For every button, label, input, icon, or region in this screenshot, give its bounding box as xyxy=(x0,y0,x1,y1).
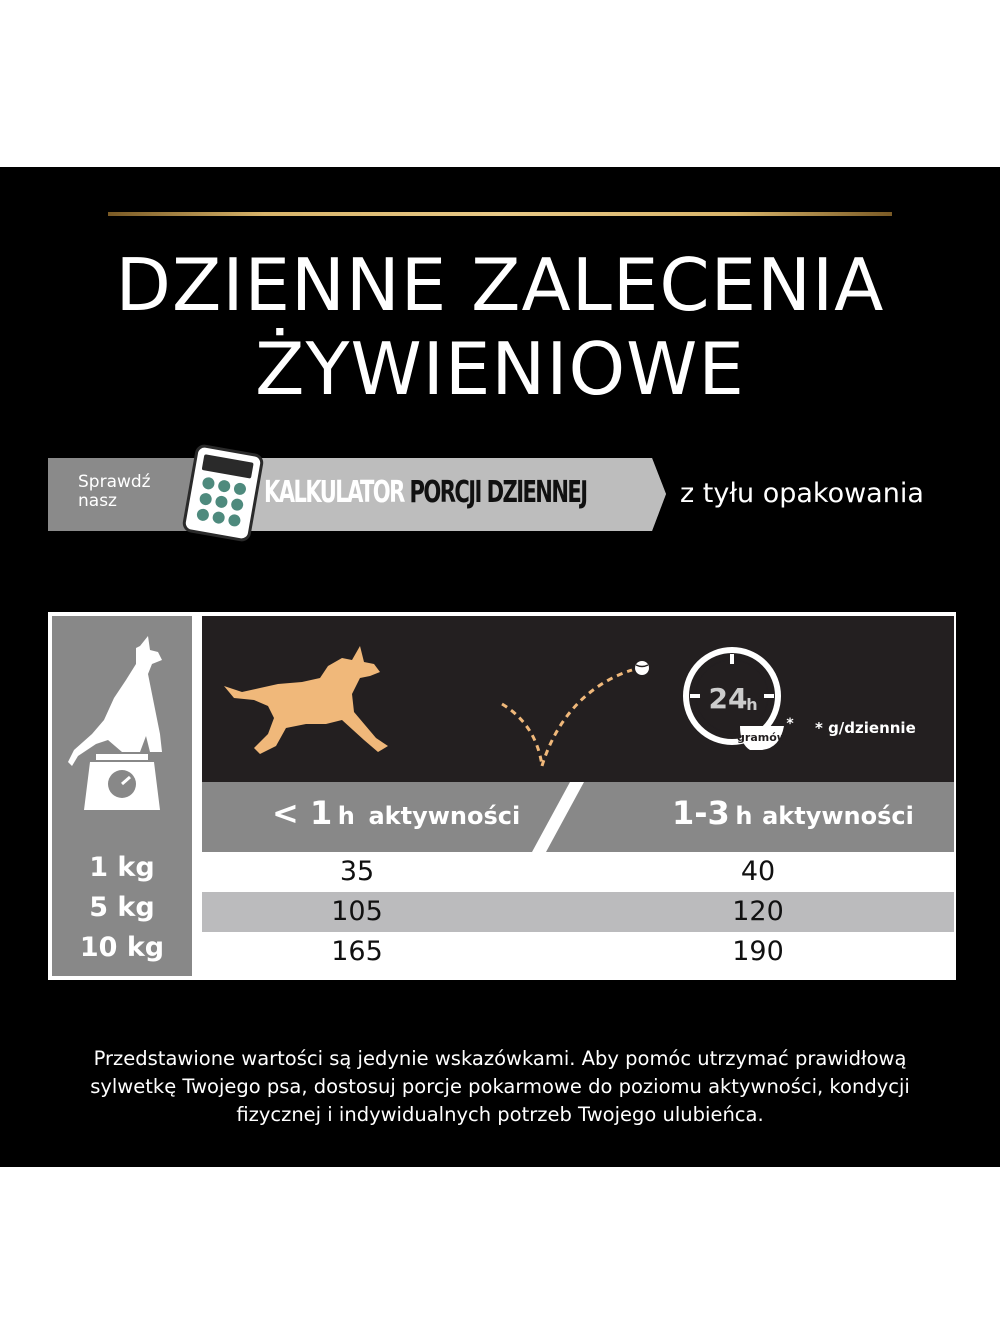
column-low-lead: < 1 xyxy=(272,794,333,832)
disclaimer-text: Przedstawione wartości są jedynie wskazówkami. Aby pomóc utrzymać prawidłową sylwetkę Twojego psa, dostosuj porcje pokarmowe do poziomu aktywności, kondycji fizycznej i indywidualnych potrzeb Twojego ulubieńca. xyxy=(90,1047,910,1126)
calculator-icon xyxy=(182,444,264,542)
weight-label-1: 1 kg xyxy=(89,852,155,883)
unit-note: * g/dziennie xyxy=(815,719,916,737)
banner-check-line-2: nasz xyxy=(78,491,117,511)
banner-check-text xyxy=(78,473,151,511)
table-row xyxy=(202,932,954,976)
cell-high: 40 xyxy=(740,856,776,887)
weight-column xyxy=(52,616,192,976)
clock-star-text: * xyxy=(786,716,794,732)
clock-24-text: 24 xyxy=(708,682,748,715)
cell-low: 105 xyxy=(331,896,383,927)
table-row xyxy=(202,852,954,892)
banner-check-line-1: Sprawdź xyxy=(78,472,151,492)
calculator-banner xyxy=(48,458,666,531)
column-low-h: h xyxy=(337,802,355,830)
cell-low: 35 xyxy=(339,856,375,887)
weight-label-2: 5 kg xyxy=(89,892,155,923)
banner-portion-word: PORCJI DZIENNEJ xyxy=(409,475,587,510)
feeding-table xyxy=(48,612,956,980)
cell-high: 120 xyxy=(732,896,784,927)
clock-h-text: h xyxy=(746,695,758,714)
page-title xyxy=(0,243,1000,411)
cell-low: 165 xyxy=(331,936,383,967)
banner-calculator-word: KALKULATOR xyxy=(264,475,404,510)
gold-divider xyxy=(108,212,892,216)
cell-high: 190 xyxy=(732,936,784,967)
activity-header xyxy=(202,616,954,782)
clock-grams-text: gramów xyxy=(737,731,787,744)
running-dog-icon xyxy=(202,616,682,782)
weight-label-3: 10 kg xyxy=(79,932,165,963)
column-header-high xyxy=(672,794,914,832)
banner-calculator-title xyxy=(264,475,587,510)
activity-band xyxy=(202,782,954,852)
column-header-low xyxy=(272,794,520,832)
title-line-1: DZIENNE ZALECENIA xyxy=(115,243,885,327)
column-high-label: aktywności xyxy=(762,802,914,830)
column-high-lead: 1-3 xyxy=(672,794,730,832)
title-line-2: ŻYWIENIOWE xyxy=(255,327,745,411)
column-high-h: h xyxy=(735,802,753,830)
column-low-label: aktywności xyxy=(368,802,521,830)
feeding-guide-panel xyxy=(0,167,1000,1167)
banner-tail-text: z tyłu opakowania xyxy=(680,478,924,509)
dog-on-scale-icon xyxy=(52,634,192,814)
table-row xyxy=(202,892,954,932)
clock-24h-icon xyxy=(680,644,800,764)
